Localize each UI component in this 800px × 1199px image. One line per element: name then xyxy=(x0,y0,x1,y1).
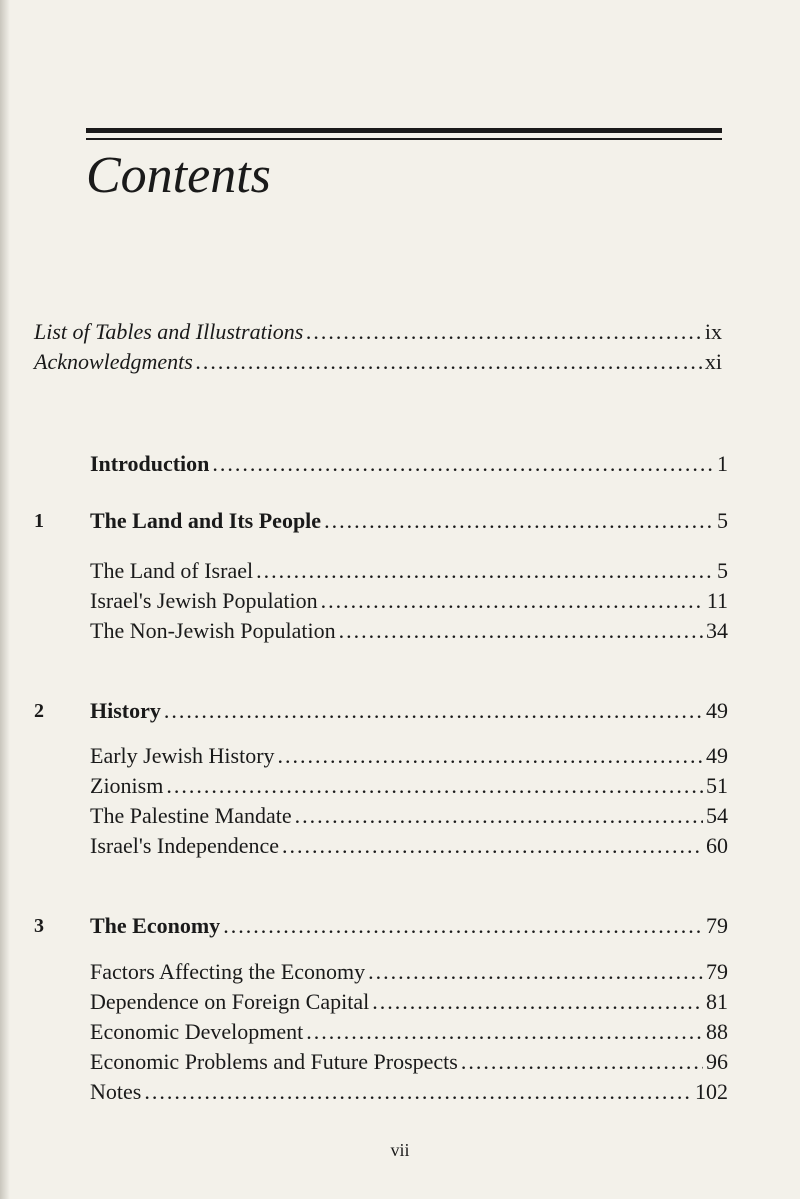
toc-entry-label: Notes xyxy=(90,1079,142,1104)
toc-entry-label: The Palestine Mandate xyxy=(90,803,292,828)
toc-entry-page: 49 xyxy=(706,743,728,768)
page-title: Contents xyxy=(86,147,271,204)
toc-section xyxy=(90,772,728,800)
toc-chapter-3 xyxy=(90,912,728,940)
dot-leader xyxy=(196,348,702,376)
toc-entry-page: 102 xyxy=(695,1079,728,1104)
chapter-number: 3 xyxy=(34,915,44,937)
toc-entry-page: 5 xyxy=(717,558,728,583)
toc-entry-label: Israel's Jewish Population xyxy=(90,588,318,613)
toc-chapter-1 xyxy=(90,507,728,535)
dot-leader xyxy=(372,988,703,1016)
dot-leader xyxy=(212,450,714,478)
toc-entry-page: 49 xyxy=(706,698,728,723)
toc-entry-page: 79 xyxy=(706,959,728,984)
toc-entry-label: Israel's Independence xyxy=(90,833,280,858)
toc-entry-list-of-tables xyxy=(34,318,722,346)
toc-section xyxy=(90,617,728,645)
dot-leader xyxy=(339,617,703,645)
dot-leader xyxy=(461,1048,703,1076)
toc-section xyxy=(90,587,728,615)
toc-entry-label: Factors Affecting the Economy xyxy=(90,959,366,984)
toc-entry-page: 1 xyxy=(717,451,728,476)
toc-section xyxy=(90,1048,728,1076)
toc-entry-acknowledgments xyxy=(34,348,722,376)
toc-entry-page: 5 xyxy=(717,508,728,533)
toc-entry-page: 54 xyxy=(706,803,728,828)
dot-leader xyxy=(324,507,714,535)
chapter-title: The Land and Its People xyxy=(90,508,322,533)
chapter-number: 2 xyxy=(34,700,44,722)
toc-section xyxy=(90,557,728,585)
dot-leader xyxy=(164,697,703,725)
dot-leader xyxy=(166,772,703,800)
dot-leader xyxy=(368,958,703,986)
toc-chapter-2 xyxy=(90,697,728,725)
dot-leader xyxy=(295,802,703,830)
page-number: vii xyxy=(390,1140,410,1160)
toc-entry-page: 34 xyxy=(706,618,728,643)
toc-entry-introduction xyxy=(90,450,728,478)
toc-entry-page: 79 xyxy=(706,913,728,938)
toc-section xyxy=(90,832,728,860)
dot-leader xyxy=(256,557,714,585)
page-edge-shadow xyxy=(0,0,10,1199)
toc-section xyxy=(90,958,728,986)
toc-entry-page: 51 xyxy=(706,773,728,798)
toc-entry-label: Economic Development xyxy=(90,1019,304,1044)
toc-entry-page: 88 xyxy=(706,1019,728,1044)
chapter-title: The Economy xyxy=(90,913,221,938)
toc-entry-page: 81 xyxy=(706,989,728,1014)
toc-section xyxy=(90,988,728,1016)
toc-entry-label: The Non-Jewish Population xyxy=(90,618,336,643)
toc-entry-label: The Land of Israel xyxy=(90,558,254,583)
title-rule-thin xyxy=(86,138,722,140)
dot-leader xyxy=(282,832,703,860)
toc-entry-label: Economic Problems and Future Prospects xyxy=(90,1049,458,1074)
toc-entry-label: Introduction xyxy=(90,451,210,476)
toc-section xyxy=(90,742,728,770)
chapter-title: History xyxy=(90,698,161,723)
toc-section xyxy=(90,1018,728,1046)
toc-entry-page: 11 xyxy=(706,588,728,613)
toc-entry-page: ix xyxy=(704,319,722,344)
dot-leader xyxy=(144,1078,692,1106)
toc-entry-label: Acknowledgments xyxy=(34,349,193,374)
toc-entry-label: Zionism xyxy=(90,773,164,798)
dot-leader xyxy=(306,318,702,346)
toc-entry-page: xi xyxy=(704,349,722,374)
toc-entry-label: Early Jewish History xyxy=(90,743,275,768)
toc-entry-label: List of Tables and Illustrations xyxy=(34,319,304,344)
dot-leader xyxy=(321,587,704,615)
toc-entry-label: Dependence on Foreign Capital xyxy=(90,989,370,1014)
toc-entry-page: 60 xyxy=(706,833,728,858)
title-rule-thick xyxy=(86,128,722,133)
dot-leader xyxy=(223,912,703,940)
dot-leader xyxy=(306,1018,703,1046)
toc-entry-page: 96 xyxy=(706,1049,728,1074)
toc-section xyxy=(90,802,728,830)
chapter-number: 1 xyxy=(34,510,44,532)
toc-section xyxy=(90,1078,728,1106)
dot-leader xyxy=(278,742,703,770)
